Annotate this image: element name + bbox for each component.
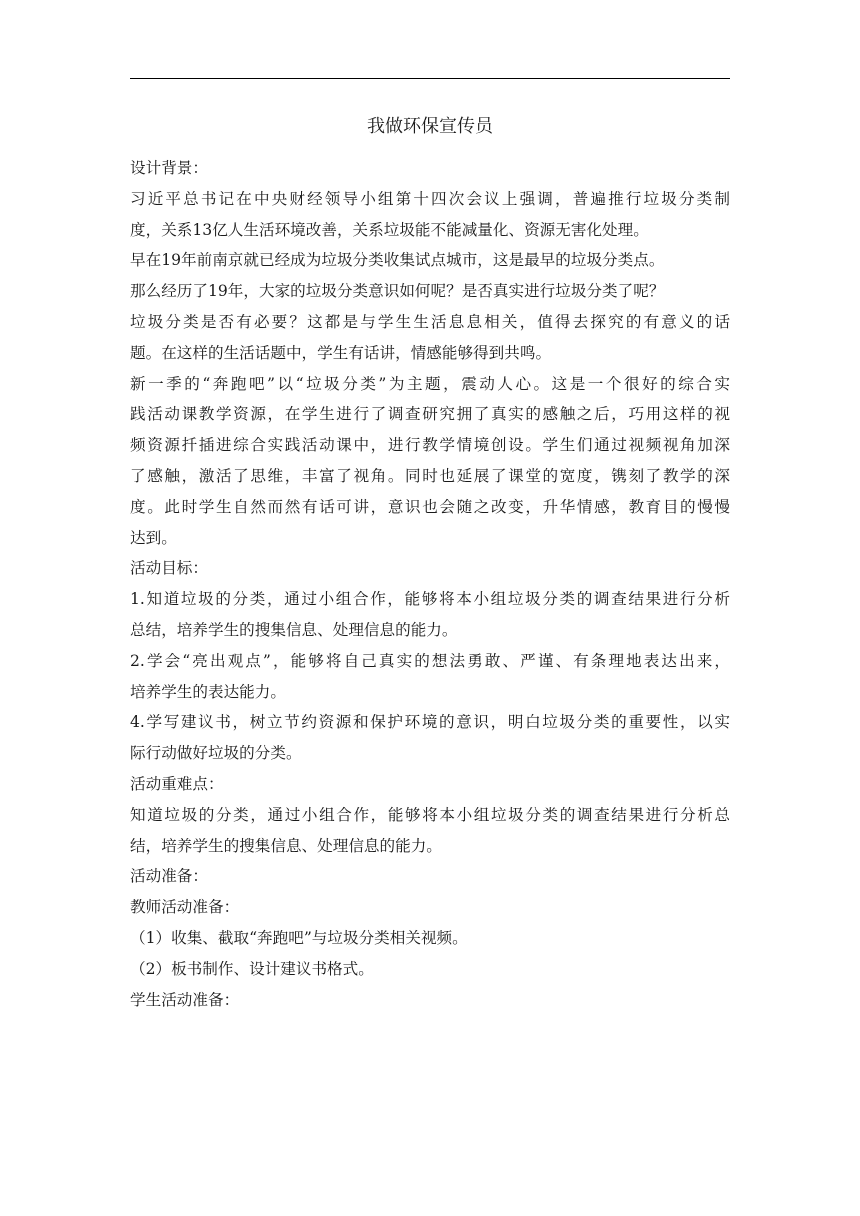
document-title: 我做环保宣传员 — [367, 116, 493, 137]
body-line: 总结，培养学生的搜集信息、处理信息的能力。 — [130, 620, 458, 639]
body-line: 新一季的“奔跑吧”以“垃圾分类”为主题，震动人心。这是一个很好的综合实 — [130, 374, 730, 393]
body-line: 教师活动准备： — [130, 898, 240, 917]
body-line: （1）收集、截取“奔跑吧”与垃圾分类相关视频。 — [130, 928, 468, 947]
body-line: 活动目标： — [130, 559, 208, 578]
body-line: 培养学生的表达能力。 — [130, 682, 286, 701]
body-line: 早在19年前南京就已经成为垃圾分类收集试点城市，这是最早的垃圾分类点。 — [130, 251, 665, 270]
body-line: 2.学会“亮出观点”，能够将自己真实的想法勇敢、严谨、有条理地表达出来， — [130, 651, 730, 670]
body-line: 习近平总书记在中央财经领导小组第十四次会议上强调，普遍推行垃圾分类制 — [130, 189, 730, 208]
body-line: 4.学写建议书，树立节约资源和保护环境的意识，明白垃圾分类的重要性，以实 — [130, 713, 730, 732]
body-line: 度。此时学生自然而然有话可讲，意识也会随之改变，升华情感，教育目的慢慢 — [130, 497, 730, 516]
body-line: 题。在这样的生活话题中，学生有话讲，情感能够得到共鸣。 — [130, 343, 552, 362]
document-body — [130, 153, 730, 1015]
body-line: 活动准备： — [130, 867, 208, 886]
body-line: 活动重难点： — [130, 774, 224, 793]
body-line: 了感触，激活了思维，丰富了视角。同时也延展了课堂的宽度，镌刻了教学的深 — [130, 466, 730, 485]
body-line: 践活动课教学资源，在学生进行了调查研究拥了真实的感触之后，巧用这样的视 — [130, 405, 730, 424]
body-line: 那么经历了19年，大家的垃圾分类意识如何呢？是否真实进行垃圾分类了呢？ — [130, 282, 665, 301]
header-rule — [130, 78, 730, 79]
body-line: 频资源扦插进综合实践活动课中，进行教学情境创设。学生们通过视频视角加深 — [130, 436, 730, 455]
body-line: 知道垃圾的分类，通过小组合作，能够将本小组垃圾分类的调查结果进行分析总 — [130, 805, 730, 824]
body-line: 垃圾分类是否有必要？这都是与学生生活息息相关，值得去探究的有意义的话 — [130, 312, 730, 331]
body-line: （2）板书制作、设计建议书格式。 — [130, 959, 374, 978]
body-line: 度，关系13亿人生活环境改善，关系垃圾能不能减量化、资源无害化处理。 — [130, 220, 649, 239]
body-line: 学生活动准备： — [130, 990, 240, 1009]
body-line: 达到。 — [130, 528, 177, 547]
body-line: 设计背景： — [130, 159, 208, 177]
body-line: 1.知道垃圾的分类，通过小组合作，能够将本小组垃圾分类的调查结果进行分析 — [130, 590, 730, 609]
body-line: 际行动做好垃圾的分类。 — [130, 744, 302, 763]
body-line: 结，培养学生的搜集信息、处理信息的能力。 — [130, 836, 442, 855]
